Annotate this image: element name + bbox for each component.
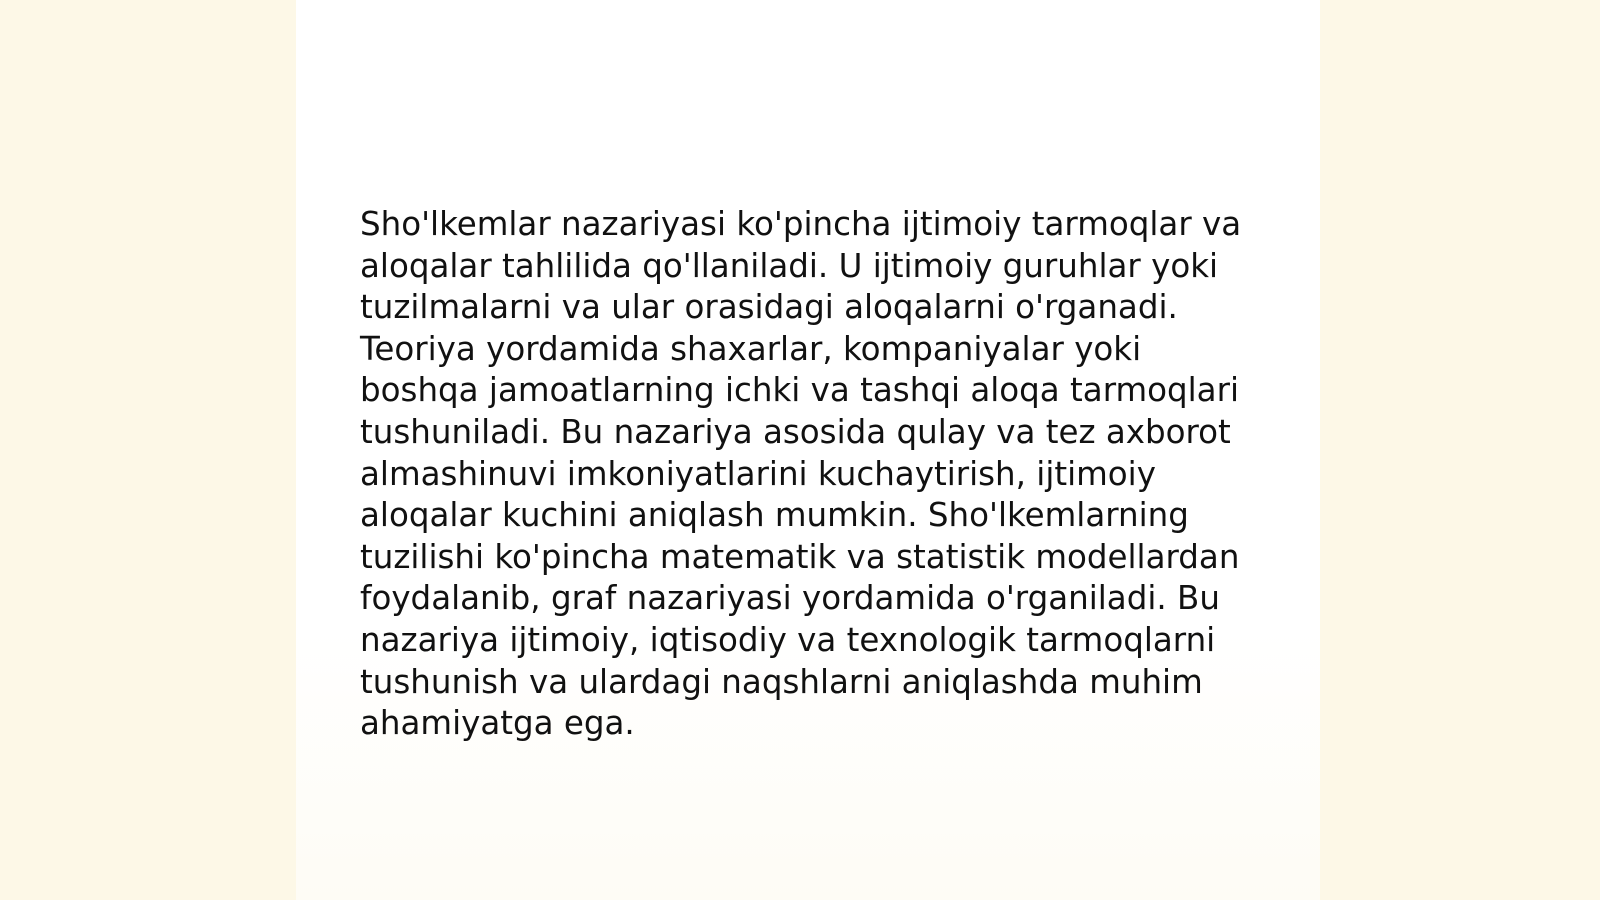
body-line: tushunish va ulardagi naqshlarni aniqlashda muhim <box>360 662 1203 701</box>
slide <box>296 0 1320 900</box>
slide-body-text <box>360 204 1260 745</box>
body-line: Teoriya yordamida shaxarlar, kompaniyalar yoki <box>360 329 1142 368</box>
body-line: foydalanib, graf nazariyasi yordamida o'rganiladi. Bu <box>360 579 1220 618</box>
body-line: ahamiyatga ega. <box>360 704 635 743</box>
body-line: nazariya ijtimoiy, iqtisodiy va texnologik tarmoqlarni <box>360 620 1216 659</box>
body-line: tuzilishi ko'pincha matematik va statistik modellardan <box>360 537 1240 576</box>
body-line: aloqalar tahlilida qo'llaniladi. U ijtimoiy guruhlar yoki <box>360 246 1219 285</box>
body-line: tushuniladi. Bu nazariya asosida qulay va tez axborot <box>360 412 1231 451</box>
body-line: aloqalar kuchini aniqlash mumkin. Sho'lkemlarning <box>360 496 1189 535</box>
body-line: tuzilmalarni va ular orasidagi aloqalarni o'rganadi. <box>360 288 1178 327</box>
body-line: Sho'lkemlar nazariyasi ko'pincha ijtimoiy tarmoqlar va <box>360 205 1242 243</box>
body-line: almashinuvi imkoniyatlarini kuchaytirish, ijtimoiy <box>360 454 1156 493</box>
body-line: boshqa jamoatlarning ichki va tashqi aloqa tarmoqlari <box>360 371 1239 410</box>
